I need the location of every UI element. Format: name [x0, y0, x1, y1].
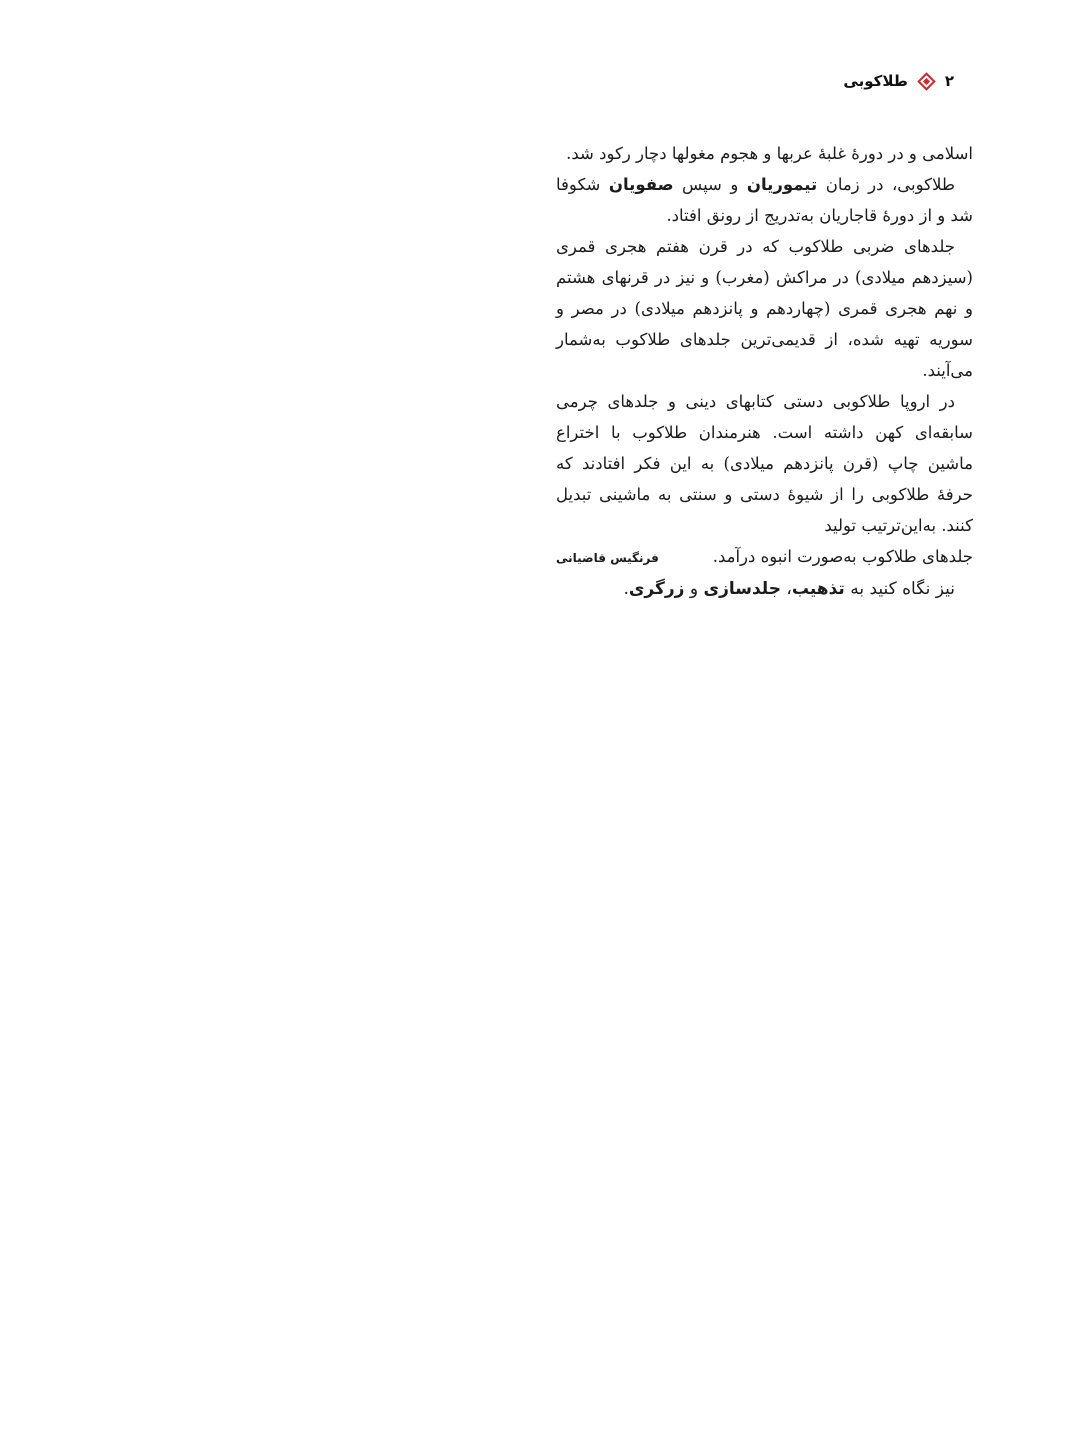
- see-also-sep-2: و: [684, 579, 704, 599]
- keyword-timurids: تیموریان: [746, 175, 818, 194]
- author-line: [556, 541, 973, 574]
- author-signature: فرنگیس قاضیانی: [556, 551, 659, 565]
- see-also-end: .: [623, 579, 629, 599]
- see-also: [556, 574, 973, 605]
- diamond-ornament-icon: [917, 72, 935, 90]
- paragraph-4-last-line: جلدهای طلاکوب به‌صورت انبوه درآمد.: [712, 547, 973, 566]
- paragraph-2-text-3: شکوفا شد و از دورۀ قاجاریان به‌تدریج از رونق افتاد.: [556, 175, 973, 225]
- see-also-sep-1: ،: [780, 579, 792, 599]
- paragraph-1: اسلامی و در دورۀ غلبۀ عربها و هجوم مغولها دچار رکود شد.: [566, 144, 973, 163]
- article-column: [556, 138, 973, 605]
- paragraph-2-text-2: و سپس: [673, 175, 747, 194]
- running-title: طلاکوبی: [843, 72, 908, 90]
- keyword-safavids: صفویان: [608, 175, 674, 194]
- see-also-link-jeldsazi[interactable]: جلدسازی: [703, 579, 781, 599]
- paragraph-2-text-1: طلاکوبی، در زمان: [817, 175, 956, 194]
- page-number: ۲: [944, 72, 954, 90]
- paragraph-2: [556, 169, 973, 231]
- see-also-prefix: نیز نگاه کنید به: [844, 579, 955, 599]
- see-also-link-tazhib[interactable]: تذهیب: [791, 579, 845, 599]
- paragraph-4: در اروپا طلاکوبی دستی کتابهای دینی و جلدهای چرمی سابقه‌ای کهن داشته است. هنرمندان طلاکوب با اختراع ماشین چاپ (قرن پانزدهم میلادی) به این فکر افتادند که حرفۀ طلاکوبی را از شیوۀ دستی و سنتی به ماشینی تبدیل کنند. به‌این‌ترتیب تولید: [556, 392, 973, 535]
- paragraph-3: جلدهای ضربی طلاکوب که در قرن هفتم هجری قمری (سیزدهم میلادی) در مراکش (مغرب) و نیز در قرنهای هشتم و نهم هجری قمری (چهاردهم و پانزدهم میلادی) در مصر و سوریه تهیه شده، از قدیمی‌ترین جلدهای طلاکوب به‌شمار می‌آیند.: [556, 237, 973, 380]
- see-also-link-zargari[interactable]: زرگری: [628, 579, 685, 599]
- running-header: [843, 72, 954, 90]
